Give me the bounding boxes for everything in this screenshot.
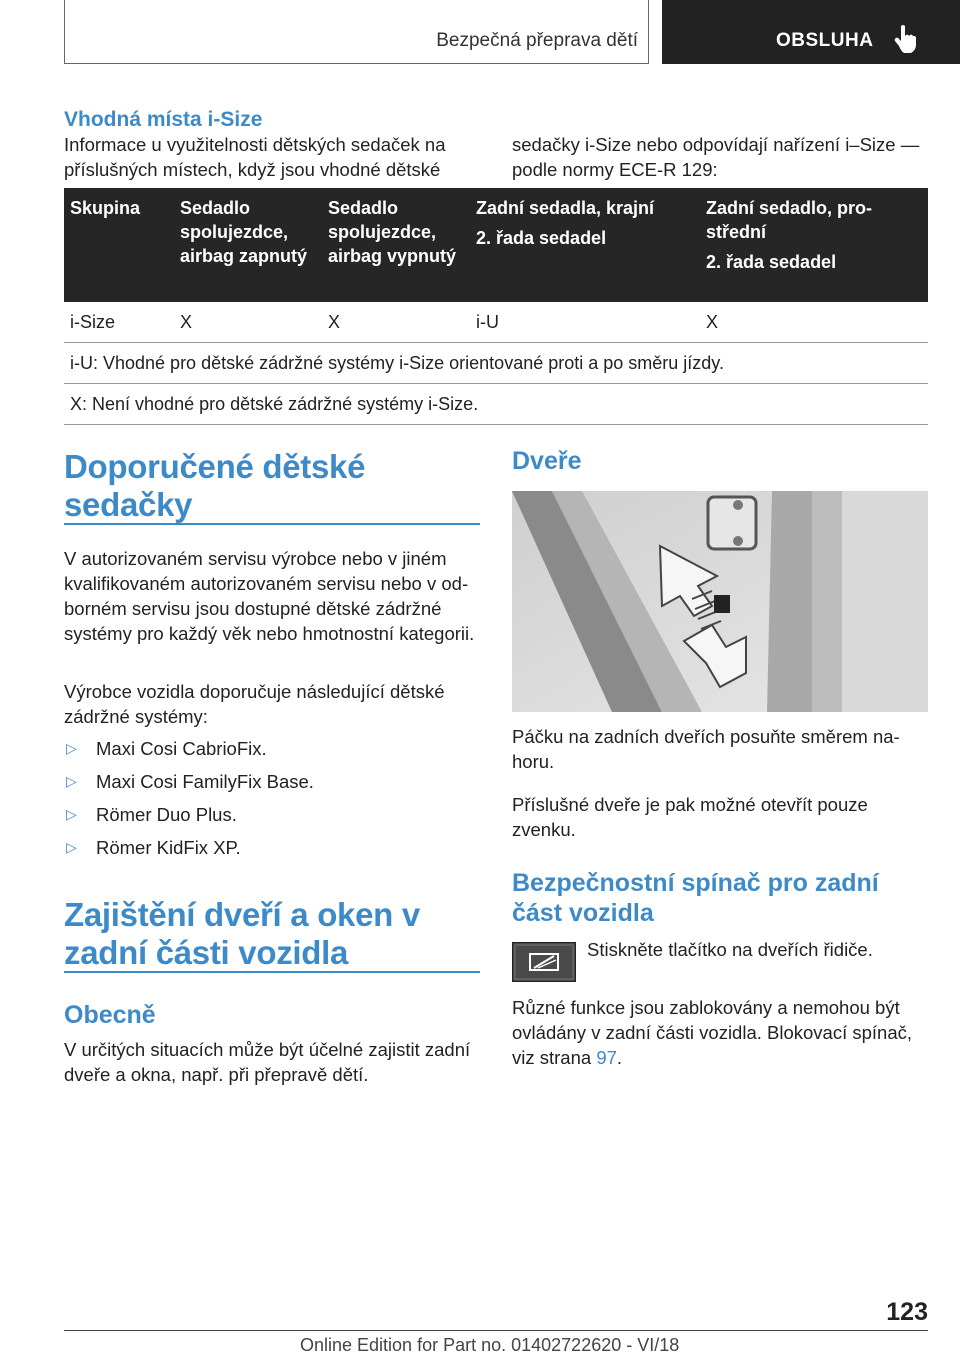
table-header-row: [64, 188, 928, 302]
heading-rule: [64, 523, 480, 525]
switch-heading: Bezpečnostní spínač pro zadní část vozidla: [512, 869, 879, 927]
triangle-bullet-icon: ▷: [66, 806, 77, 822]
cell-passenger-off: X: [328, 311, 341, 332]
triangle-bullet-icon: ▷: [66, 839, 77, 855]
cell-rear-middle: X: [706, 311, 719, 332]
chapter-label: OBSLUHA: [776, 30, 874, 51]
page-link[interactable]: 97: [596, 1047, 617, 1068]
cell-rear-outer: i-U: [476, 311, 499, 332]
list-item: ▷ Maxi Cosi FamilyFix Base.: [66, 771, 314, 792]
door-lever-illustration: [512, 491, 928, 712]
lock-heading: Zajištění dveří a oken v zadní části vozidla: [64, 896, 420, 971]
doors-p2: Příslušné dveře je pak možné otevřít pouze zvenku.: [512, 794, 868, 840]
list-item: ▷ Römer KidFix XP.: [66, 837, 241, 858]
isize-table: [64, 188, 928, 425]
doors-p1: Páčku na zadních dveřích posuňte směrem nahoru.: [512, 726, 900, 772]
child-lock-button-icon: [512, 942, 576, 982]
doors-heading: Dveře: [512, 447, 582, 475]
triangle-bullet-icon: ▷: [66, 773, 77, 789]
isize-intro-col1: Informace u využitelnosti dětských sedaček na příslušných místech, když jsou vhodné dětské: [64, 134, 446, 180]
recommended-heading: Doporučené dětské sedačky: [64, 448, 366, 523]
table-row: [64, 302, 928, 343]
list-item: ▷ Maxi Cosi CabrioFix.: [66, 738, 267, 759]
footer-rule: [64, 1330, 928, 1331]
triangle-bullet-icon: ▷: [66, 740, 77, 756]
lock-subheading: Obecně: [64, 1001, 156, 1029]
heading-rule: [64, 971, 480, 973]
header-passenger-on: Sedadlo spolujezdce, airbag zapnutý: [180, 198, 308, 266]
recommended-p2: Výrobce vozidla doporučuje následující dětské zádržné systémy:: [64, 681, 445, 727]
switch-p1: Stiskněte tlačítko na dveřích řidiče.: [587, 939, 873, 960]
list-item: ▷ Römer Duo Plus.: [66, 804, 237, 825]
header-passenger-off: Sedadlo spolujezdce, airbag vypnutý: [328, 198, 457, 266]
header-rear-outer: Zadní sedadla, krajní 2. řada sedadel: [476, 198, 655, 248]
hand-pointer-icon: [894, 24, 920, 54]
cell-passenger-on: X: [180, 311, 193, 332]
header-rear-middle: Zadní sedadlo, prostřední 2. řada sedadel: [706, 198, 873, 272]
isize-heading: Vhodná místa i-Size: [64, 108, 263, 131]
cell-group: i-Size: [70, 311, 116, 332]
isize-intro-col2: sedačky i-Size nebo odpovídají nařízení i–Size — podle normy ECE-R 129:: [512, 134, 920, 180]
table-note-x: X: Není vhodné pro dětské zádržné systémy i-Size.: [64, 384, 928, 425]
switch-p2: Různé funkce jsou zablokovány a nemohou být ovládány v zadní části vozidla. Blokovací spínač, viz strana 97.: [512, 997, 913, 1068]
footer-edition: Online Edition for Part no. 01402722620 - VI/18: [300, 1335, 680, 1355]
recommended-p1: V autorizovaném servisu výrobce nebo v jiném kvalifikovaném autorizovaném servisu nebo v odborném servisu jsou dostupné dětské zádržné systémy pro každý věk nebo hmotnostní kategorii.: [64, 548, 475, 644]
lock-paragraph: V určitých situacích může být účelné zajistit zadní dveře a okna, např. při přepravě dětí.: [64, 1039, 471, 1085]
table-note-iu: i-U: Vhodné pro dětské zádržné systémy i-Size orientované proti a po směru jízdy.: [64, 343, 928, 384]
section-title: Bezpečná přeprava dětí: [436, 30, 638, 51]
header-group: Skupina: [70, 198, 141, 218]
page-number: 123: [886, 1298, 928, 1326]
recommended-list: [64, 736, 480, 860]
